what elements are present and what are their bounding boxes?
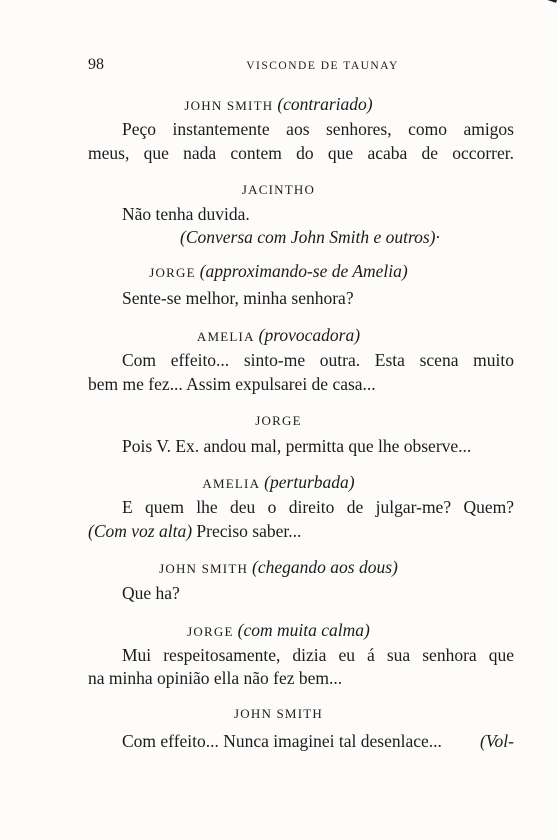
stage-direction: (approximando-se de Amelia) <box>199 261 408 281</box>
text-line: E quem lhe deu o direito de julgar-me? Quem? <box>122 497 514 517</box>
text-fragment: Com effeito... Nunca imaginei tal desenlace... <box>122 731 442 751</box>
stage-direction: (chegando aos dous) <box>252 557 398 577</box>
text-line: meus, que nada contem do que acaba de occorrer. <box>88 143 514 163</box>
text-line: Não tenha duvida. <box>122 204 250 224</box>
speaker-name: AMELIA <box>202 476 261 491</box>
text-line: Peço instantemente aos senhores, como amigos <box>122 119 514 139</box>
speaker-name: JOHN SMITH <box>159 561 249 576</box>
speaker-name: JORGE <box>149 265 196 280</box>
text-fragment: Preciso saber... <box>196 521 302 541</box>
speaker-line <box>0 557 557 578</box>
text-line <box>88 521 301 542</box>
running-title: VISCONDE DE TAUNAY <box>246 60 399 72</box>
speaker-line <box>0 325 557 346</box>
text-line <box>122 731 514 752</box>
speaker-name: JOHN SMITH <box>234 706 323 721</box>
speaker-name: JACINTHO <box>241 182 316 197</box>
stage-direction: (Com voz alta) <box>88 521 193 541</box>
speaker-name: AMELIA <box>196 329 255 344</box>
speaker-line <box>0 620 557 641</box>
stage-direction: (Vol- <box>479 731 514 751</box>
text-line: Sente-se melhor, minha senhora? <box>122 288 354 308</box>
speaker-name: JORGE <box>255 413 302 428</box>
text-line: Com effeito... sinto-me outra. Esta scena muito <box>122 350 514 370</box>
speaker-name: JORGE <box>187 624 234 639</box>
stage-direction: (perturbada) <box>264 472 355 492</box>
stage-direction: (provocadora) <box>258 325 361 345</box>
page-corner-mark <box>539 0 557 3</box>
page-number: 98 <box>88 56 104 73</box>
stage-direction: (Conversa com John Smith e outros)· <box>180 227 440 247</box>
stage-direction: (com muita calma) <box>237 620 370 640</box>
speaker-name: JOHN SMITH <box>184 98 274 113</box>
speaker-line <box>0 261 557 282</box>
speaker-line <box>0 472 557 493</box>
text-line: Que ha? <box>122 583 180 603</box>
stage-direction: (contrariado) <box>277 94 373 114</box>
text-line: Pois V. Ex. andou mal, permitta que lhe observe... <box>122 436 472 456</box>
text-line: Mui respeitosamente, dizia eu á sua senhora que <box>122 645 514 665</box>
text-line: bem me fez... Assim expulsarei de casa... <box>88 374 376 394</box>
speaker-line <box>0 94 557 115</box>
text-line: na minha opinião ella não fez bem... <box>88 668 343 688</box>
